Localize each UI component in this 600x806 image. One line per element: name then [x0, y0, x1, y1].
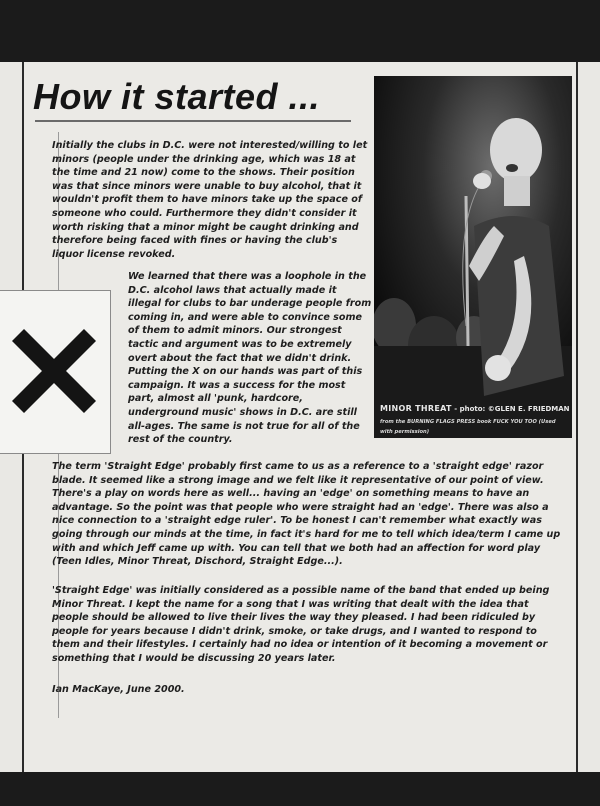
- title-underline: [35, 120, 351, 122]
- photo-caption: [380, 404, 570, 437]
- paragraph-term-origin: The term 'Straight Edge' probably first came to us as a reference to a 'straight edge' razor blade. It seemed like a strong image and we felt like it representative of our point of view. There's a play on words here as well... having an 'edge' on something means to have an advantage. So the point was that people who were straight had an 'edge'. There was also a nice connection to a 'straight edge ruler'. To be honest I can't remember what exactly was going through our minds at the time, in fact it's hard for me to tell which idea/term I came up with and which Jeff came up with. You can tell that we both had an affection for word play (Teen Idles, Minor Threat, Dischord, Straight Edge...).: [52, 461, 561, 568]
- paragraph-clubs: Initially the clubs in D.C. were not interested/willing to let minors (people under the drinking age, which was 18 at the time and 21 now) come to the shows. Their position was that since minors were unable to buy alcohol, that it wouldn't profit them to have minors take up the space of someone who could. Furthermore they didn't consider it worth risking that a minor might be caught drinking and therefore being faced with fines or having the club's liquor license revoked.: [52, 140, 368, 260]
- signature: Ian MacKaye, June 2000.: [52, 684, 185, 695]
- caption-source: from the BURNING FLAGS PRESS book FUCK YOU TOO (Used with permission): [380, 419, 556, 435]
- x-mark-icon: [12, 329, 96, 413]
- top-black-bar: [0, 0, 600, 62]
- band-photo: [374, 76, 572, 438]
- paragraph-band-name: 'Straight Edge' was initially considered as a possible name of the band that ended up being Minor Threat. I kept the name for a song that I was writing that dealt with the idea that people should be allowed to live their lives the way they pleased. I had been ridiculed by people for years because I didn't drink, smoke, or take drugs, and I wanted to respond to them and their lifestyles. I certainly had no idea or intention of it becoming a movement or something that I would be discussing 20 years later.: [52, 585, 550, 664]
- caption-band-name: MINOR THREAT: [380, 404, 452, 413]
- x-mark-box: [0, 290, 111, 454]
- page-title: How it started ...: [33, 76, 321, 117]
- singer-photo-image: [374, 76, 572, 438]
- caption-photo-credit: - photo: ©GLEN E. FRIEDMAN: [451, 405, 570, 413]
- paragraph-loophole: We learned that there was a loophole in the D.C. alcohol laws that actually made it illegal for clubs to bar underage people from coming in, and were able to convince some of them to admit minors. Our strongest tactic and argument was to be extremely overt about the fact that we didn't drink. Putting the X on our hands was part of this campaign. It was a success for the most part, almost all 'punk, hardcore, underground music' shows in D.C. are still all-ages. The same is not true for all of the rest of the country.: [128, 271, 372, 446]
- bottom-black-bar: [0, 772, 600, 806]
